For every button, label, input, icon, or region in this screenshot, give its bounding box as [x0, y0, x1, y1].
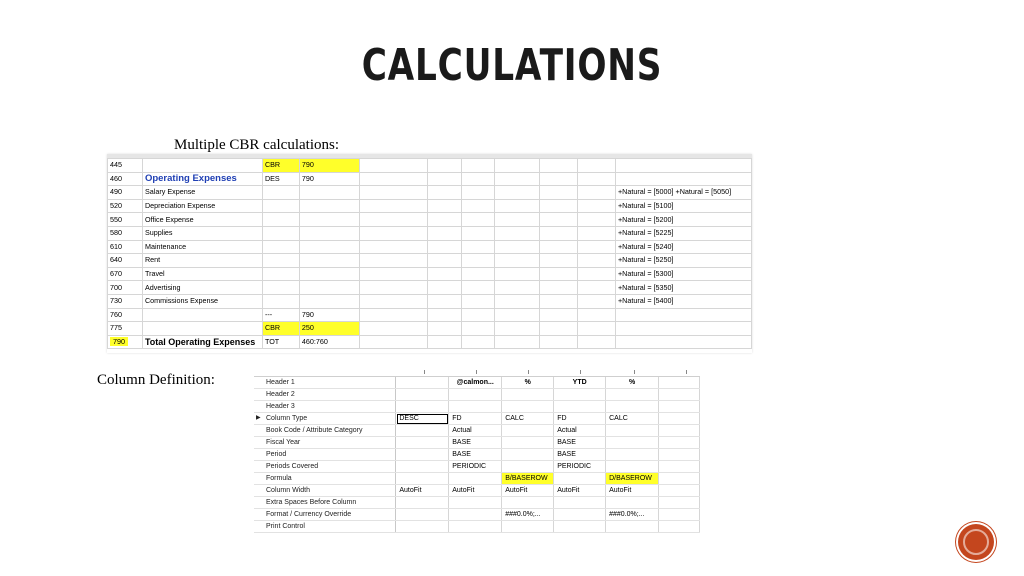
table-cell[interactable]: +Natural = [5300] — [615, 267, 751, 281]
table-cell[interactable] — [502, 437, 554, 449]
row-definition-table — [107, 158, 752, 349]
table-cell[interactable] — [427, 322, 462, 336]
table-cell[interactable] — [262, 294, 299, 308]
table-cell[interactable]: 790 — [299, 308, 359, 322]
table-cell[interactable] — [578, 281, 616, 295]
table-cell[interactable] — [359, 159, 427, 173]
table-cell[interactable] — [449, 473, 502, 485]
table-cell[interactable] — [540, 254, 578, 268]
table-cell[interactable] — [495, 254, 540, 268]
table-cell[interactable] — [659, 509, 700, 521]
row-label-text: Book Code / Attribute Category — [266, 427, 363, 434]
table-row — [108, 254, 752, 268]
column-ruler — [254, 370, 700, 377]
table-cell[interactable] — [540, 294, 578, 308]
table-cell[interactable] — [449, 389, 502, 401]
table-cell[interactable] — [427, 186, 462, 200]
table-cell[interactable] — [540, 186, 578, 200]
table-cell[interactable] — [606, 425, 659, 437]
table-cell[interactable] — [299, 199, 359, 213]
row-definition-grid — [107, 154, 752, 353]
table-cell[interactable]: 445 — [108, 159, 143, 173]
table-cell[interactable] — [142, 322, 262, 336]
table-cell[interactable] — [359, 186, 427, 200]
table-cell[interactable]: Depreciation Expense — [142, 199, 262, 213]
table-cell[interactable]: Advertising — [142, 281, 262, 295]
table-row — [108, 172, 752, 186]
table-cell[interactable] — [540, 308, 578, 322]
table-row — [108, 335, 752, 349]
table-cell[interactable] — [462, 199, 495, 213]
table-cell[interactable]: 640 — [108, 254, 143, 268]
table-cell[interactable]: 520 — [108, 199, 143, 213]
table-cell[interactable] — [606, 449, 659, 461]
table-cell[interactable]: 490 — [108, 186, 143, 200]
table-cell[interactable] — [449, 509, 502, 521]
table-cell[interactable] — [578, 254, 616, 268]
table-cell[interactable] — [462, 322, 495, 336]
row-label-text: Period — [266, 451, 287, 458]
table-cell[interactable] — [462, 213, 495, 227]
table-cell[interactable] — [659, 425, 700, 437]
table-cell[interactable] — [606, 521, 659, 533]
row-label-text: Header 3 — [266, 403, 295, 410]
table-cell[interactable] — [359, 308, 427, 322]
table-cell[interactable]: +Natural = [5240] — [615, 240, 751, 254]
table-cell[interactable] — [396, 521, 449, 533]
table-cell[interactable]: Travel — [142, 267, 262, 281]
table-cell[interactable] — [495, 172, 540, 186]
table-cell[interactable] — [495, 159, 540, 173]
table-row — [254, 377, 700, 389]
row-label[interactable] — [254, 497, 396, 509]
table-cell[interactable] — [262, 267, 299, 281]
table-cell[interactable]: ###0.0%;... — [606, 509, 659, 521]
table-cell[interactable]: FD — [554, 413, 606, 425]
table-cell[interactable] — [359, 213, 427, 227]
table-cell[interactable] — [396, 389, 449, 401]
table-cell[interactable] — [262, 226, 299, 240]
table-cell[interactable]: AutoFit — [502, 485, 554, 497]
row-label-text: Extra Spaces Before Column — [266, 499, 357, 506]
table-cell[interactable] — [578, 322, 616, 336]
table-cell[interactable] — [540, 267, 578, 281]
table-cell[interactable]: CALC — [502, 413, 554, 425]
table-cell[interactable]: 670 — [108, 267, 143, 281]
row-label[interactable]: Header 1 — [254, 377, 396, 389]
row-label-text: Format / Currency Override — [266, 511, 352, 518]
table-cell[interactable] — [495, 322, 540, 336]
row-label-text: Print Control — [266, 523, 305, 530]
table-cell[interactable] — [578, 335, 616, 349]
table-row — [108, 308, 752, 322]
row-label-text: Column Width — [266, 487, 310, 494]
table-cell[interactable] — [462, 172, 495, 186]
table-cell[interactable] — [578, 172, 616, 186]
table-cell[interactable] — [462, 294, 495, 308]
table-cell[interactable] — [299, 213, 359, 227]
table-cell[interactable] — [502, 461, 554, 473]
table-cell[interactable] — [108, 335, 143, 349]
table-cell[interactable]: 790 — [299, 172, 359, 186]
table-row — [108, 267, 752, 281]
table-cell[interactable] — [578, 267, 616, 281]
row-pointer-icon: ▶ — [256, 415, 261, 421]
table-cell[interactable] — [299, 254, 359, 268]
table-cell[interactable] — [578, 186, 616, 200]
table-cell[interactable]: 460 — [108, 172, 143, 186]
table-row — [108, 226, 752, 240]
table-row — [254, 437, 700, 449]
table-cell[interactable]: CBR — [262, 322, 299, 336]
table-cell[interactable] — [427, 294, 462, 308]
table-cell[interactable] — [502, 425, 554, 437]
table-cell[interactable]: DES — [262, 172, 299, 186]
header-cell[interactable]: % — [606, 377, 659, 389]
table-cell[interactable] — [502, 401, 554, 413]
table-row — [254, 521, 700, 533]
table-cell[interactable] — [540, 226, 578, 240]
table-cell[interactable] — [262, 240, 299, 254]
table-cell[interactable] — [659, 449, 700, 461]
table-cell[interactable]: AutoFit — [554, 485, 606, 497]
table-cell[interactable] — [359, 254, 427, 268]
table-cell[interactable] — [554, 473, 606, 485]
table-cell[interactable] — [262, 199, 299, 213]
table-cell[interactable] — [462, 281, 495, 295]
table-cell[interactable]: BASE — [449, 449, 502, 461]
table-cell[interactable] — [396, 449, 449, 461]
table-cell[interactable]: +Natural = [5250] — [615, 254, 751, 268]
table-cell[interactable]: +Natural = [5100] — [615, 199, 751, 213]
row-label-text: Formula — [266, 475, 292, 482]
table-cell[interactable] — [578, 213, 616, 227]
table-cell[interactable] — [359, 335, 427, 349]
table-cell[interactable]: Commissions Expense — [142, 294, 262, 308]
table-cell[interactable] — [615, 308, 751, 322]
table-cell[interactable]: PERIODIC — [554, 461, 606, 473]
table-cell[interactable] — [396, 497, 449, 509]
header-cell[interactable] — [659, 377, 700, 389]
table-row — [108, 294, 752, 308]
table-cell[interactable]: AutoFit — [606, 485, 659, 497]
table-cell[interactable] — [462, 254, 495, 268]
table-row — [108, 322, 752, 336]
row-label[interactable] — [254, 485, 396, 497]
table-row — [108, 213, 752, 227]
table-cell[interactable] — [659, 497, 700, 509]
column-definition-table — [254, 377, 700, 533]
table-cell[interactable] — [299, 186, 359, 200]
table-cell[interactable] — [427, 240, 462, 254]
table-row — [254, 497, 700, 509]
table-cell[interactable] — [299, 226, 359, 240]
table-cell[interactable]: CBR — [262, 159, 299, 173]
table-cell[interactable]: Actual — [449, 425, 502, 437]
table-cell[interactable] — [495, 199, 540, 213]
table-cell[interactable] — [262, 254, 299, 268]
row-label[interactable] — [254, 389, 396, 401]
header-cell[interactable]: % — [502, 377, 554, 389]
table-cell[interactable]: --- — [262, 308, 299, 322]
table-cell[interactable] — [427, 254, 462, 268]
table-cell[interactable]: Operating Expenses — [142, 172, 262, 186]
table-cell[interactable]: 550 — [108, 213, 143, 227]
table-cell[interactable] — [659, 461, 700, 473]
table-row — [108, 240, 752, 254]
table-cell[interactable] — [427, 308, 462, 322]
table-cell[interactable] — [615, 322, 751, 336]
table-cell[interactable] — [659, 389, 700, 401]
table-cell[interactable]: PERIODIC — [449, 461, 502, 473]
table-cell[interactable] — [615, 159, 751, 173]
table-cell[interactable] — [502, 449, 554, 461]
table-cell[interactable] — [299, 281, 359, 295]
table-cell[interactable] — [449, 401, 502, 413]
table-cell[interactable] — [299, 267, 359, 281]
table-cell[interactable] — [359, 240, 427, 254]
table-cell[interactable] — [495, 294, 540, 308]
header-cell[interactable]: YTD — [554, 377, 606, 389]
table-cell[interactable] — [427, 213, 462, 227]
table-cell[interactable]: 730 — [108, 294, 143, 308]
table-cell[interactable] — [606, 389, 659, 401]
row-label[interactable] — [254, 413, 396, 425]
table-cell[interactable]: +Natural = [5350] — [615, 281, 751, 295]
table-cell[interactable] — [659, 401, 700, 413]
table-cell[interactable] — [578, 226, 616, 240]
table-cell[interactable] — [359, 267, 427, 281]
table-cell[interactable] — [396, 425, 449, 437]
row-label-text: Column Type — [266, 415, 308, 422]
table-cell[interactable] — [359, 172, 427, 186]
table-cell[interactable]: B/BASEROW — [502, 473, 554, 485]
row-label[interactable] — [254, 461, 396, 473]
table-cell[interactable] — [427, 226, 462, 240]
table-cell[interactable]: Rent — [142, 254, 262, 268]
table-cell[interactable] — [502, 497, 554, 509]
table-cell[interactable] — [540, 213, 578, 227]
slide-title: CALCULATIONS — [361, 40, 663, 91]
table-cell[interactable]: DESC — [396, 413, 449, 425]
caption-column-definition: Column Definition: — [97, 372, 215, 388]
table-cell[interactable]: 790 — [299, 159, 359, 173]
table-cell[interactable] — [578, 308, 616, 322]
table-cell[interactable] — [615, 335, 751, 349]
row-label-text: Periods Covered — [266, 463, 319, 470]
table-cell[interactable] — [495, 281, 540, 295]
row-label[interactable] — [254, 509, 396, 521]
row-label[interactable] — [254, 449, 396, 461]
table-cell[interactable] — [462, 226, 495, 240]
table-cell[interactable] — [659, 413, 700, 425]
table-cell[interactable] — [578, 199, 616, 213]
table-cell[interactable] — [659, 473, 700, 485]
table-cell[interactable] — [449, 497, 502, 509]
table-cell[interactable]: FD — [449, 413, 502, 425]
table-cell[interactable] — [449, 521, 502, 533]
table-cell[interactable] — [262, 213, 299, 227]
table-cell[interactable] — [606, 461, 659, 473]
table-cell[interactable] — [427, 267, 462, 281]
table-row — [108, 199, 752, 213]
table-cell[interactable] — [540, 335, 578, 349]
table-cell[interactable]: Supplies — [142, 226, 262, 240]
table-cell[interactable]: BASE — [554, 437, 606, 449]
header-cell[interactable] — [396, 377, 449, 389]
table-cell[interactable]: AutoFit — [396, 485, 449, 497]
page-number-badge — [958, 524, 994, 560]
table-row — [254, 461, 700, 473]
table-cell[interactable] — [578, 240, 616, 254]
table-cell[interactable] — [299, 240, 359, 254]
table-cell[interactable]: 760 — [108, 308, 143, 322]
table-row — [254, 413, 700, 425]
table-cell[interactable]: +Natural = [5200] — [615, 213, 751, 227]
table-cell[interactable] — [659, 521, 700, 533]
table-cell[interactable]: TOT — [262, 335, 299, 349]
table-cell[interactable] — [495, 213, 540, 227]
table-cell[interactable]: +Natural = [5225] — [615, 226, 751, 240]
table-cell[interactable]: BASE — [554, 449, 606, 461]
table-cell[interactable] — [396, 473, 449, 485]
row-label[interactable] — [254, 473, 396, 485]
table-cell[interactable] — [606, 497, 659, 509]
table-cell[interactable] — [396, 401, 449, 413]
table-cell[interactable] — [359, 294, 427, 308]
table-cell[interactable] — [396, 461, 449, 473]
table-cell[interactable] — [502, 389, 554, 401]
table-row — [108, 159, 752, 173]
table-row — [254, 449, 700, 461]
table-cell[interactable] — [427, 199, 462, 213]
row-label[interactable] — [254, 437, 396, 449]
table-cell[interactable]: Maintenance — [142, 240, 262, 254]
table-cell[interactable] — [540, 159, 578, 173]
table-cell[interactable]: 700 — [108, 281, 143, 295]
table-cell[interactable] — [262, 186, 299, 200]
table-cell[interactable] — [659, 485, 700, 497]
table-cell[interactable]: +Natural = [5400] — [615, 294, 751, 308]
table-cell[interactable] — [359, 226, 427, 240]
table-cell[interactable]: Salary Expense — [142, 186, 262, 200]
table-cell[interactable]: 610 — [108, 240, 143, 254]
row-label[interactable] — [254, 521, 396, 533]
table-cell[interactable] — [427, 159, 462, 173]
table-cell[interactable] — [427, 281, 462, 295]
table-cell[interactable] — [606, 437, 659, 449]
caption-multiple-cbr: Multiple CBR calculations: — [174, 137, 339, 153]
table-cell[interactable]: 250 — [299, 322, 359, 336]
table-cell[interactable]: Total Operating Expenses — [142, 335, 262, 349]
table-row — [254, 485, 700, 497]
row-label[interactable] — [254, 401, 396, 413]
table-row — [254, 473, 700, 485]
table-cell[interactable] — [554, 509, 606, 521]
table-row — [108, 281, 752, 295]
table-cell[interactable]: ###0.0%;... — [502, 509, 554, 521]
table-cell[interactable] — [615, 172, 751, 186]
table-cell[interactable] — [540, 240, 578, 254]
table-row — [254, 509, 700, 521]
table-cell[interactable]: BASE — [449, 437, 502, 449]
table-cell[interactable]: Actual — [554, 425, 606, 437]
table-cell[interactable] — [578, 159, 616, 173]
table-row — [254, 401, 700, 413]
table-row — [108, 186, 752, 200]
table-cell[interactable] — [495, 226, 540, 240]
table-cell[interactable]: Office Expense — [142, 213, 262, 227]
table-row — [254, 389, 700, 401]
column-definition-grid — [254, 370, 700, 538]
table-cell[interactable]: D/BASEROW — [606, 473, 659, 485]
table-cell[interactable]: 460:760 — [299, 335, 359, 349]
table-cell[interactable] — [495, 335, 540, 349]
header-cell[interactable]: @calmon... — [449, 377, 502, 389]
row-label[interactable] — [254, 425, 396, 437]
table-cell[interactable] — [540, 172, 578, 186]
row-label-text: Header 2 — [266, 391, 295, 398]
table-cell[interactable] — [142, 308, 262, 322]
table-cell[interactable] — [606, 401, 659, 413]
table-cell[interactable] — [554, 497, 606, 509]
table-cell[interactable] — [299, 294, 359, 308]
table-cell[interactable] — [462, 159, 495, 173]
table-cell[interactable] — [495, 267, 540, 281]
table-cell[interactable] — [462, 335, 495, 349]
table-cell[interactable] — [495, 240, 540, 254]
table-row — [254, 425, 700, 437]
table-cell[interactable] — [502, 521, 554, 533]
table-cell[interactable] — [462, 240, 495, 254]
table-cell[interactable] — [540, 322, 578, 336]
table-cell[interactable] — [462, 267, 495, 281]
table-cell[interactable] — [462, 186, 495, 200]
table-cell[interactable] — [396, 437, 449, 449]
table-cell[interactable] — [427, 335, 462, 349]
table-cell[interactable]: AutoFit — [449, 485, 502, 497]
table-cell[interactable] — [262, 281, 299, 295]
table-cell[interactable] — [462, 308, 495, 322]
table-cell[interactable]: CALC — [606, 413, 659, 425]
table-cell[interactable] — [495, 308, 540, 322]
table-cell[interactable] — [540, 199, 578, 213]
table-cell[interactable]: 580 — [108, 226, 143, 240]
table-cell[interactable] — [142, 159, 262, 173]
table-cell[interactable] — [540, 281, 578, 295]
table-cell[interactable] — [427, 172, 462, 186]
table-cell[interactable] — [359, 322, 427, 336]
row-label-text: Fiscal Year — [266, 439, 301, 446]
table-cell[interactable] — [359, 281, 427, 295]
table-cell[interactable] — [495, 186, 540, 200]
table-cell[interactable]: +Natural = [5000] +Natural = [5050] — [615, 186, 751, 200]
table-cell[interactable] — [578, 294, 616, 308]
highlight-mark: 790 — [110, 337, 128, 346]
table-cell[interactable]: 775 — [108, 322, 143, 336]
table-cell[interactable] — [554, 401, 606, 413]
table-cell[interactable] — [554, 389, 606, 401]
table-cell[interactable] — [359, 199, 427, 213]
table-cell[interactable] — [554, 521, 606, 533]
table-cell[interactable] — [396, 509, 449, 521]
table-cell[interactable] — [659, 437, 700, 449]
